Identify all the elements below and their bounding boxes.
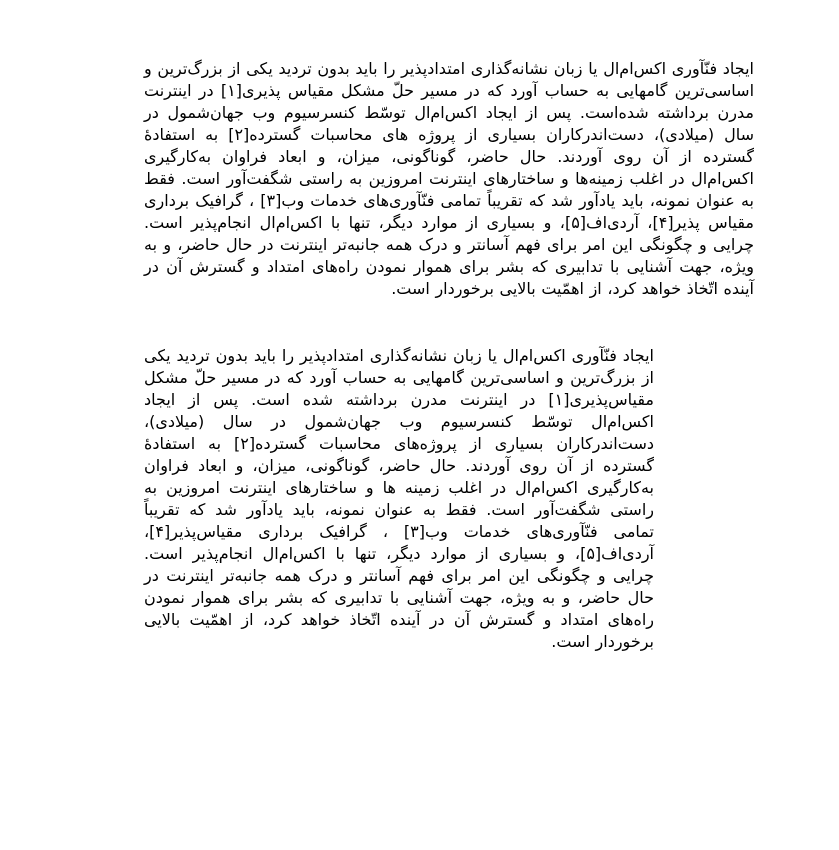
paragraph-1: ایجاد فنّآوری اکس‌ام‌ال یا زبان نشانه‌گذاری امتدادپذیر را باید بدون تردید یکی از بزرگ‌ترین و اساسی‌ترین گامهایی به حساب آورد که در مسیر حلّ مشکل مقیاس پذیری[۱] در اینترنت مدرن برداشته شده‌است. پس از ایجاد اکس‌ام‌ال توسّط کنسرسیوم وب جهان‌شمول در سال (میلادی)، دست‌اندرکاران بسیاری از پروژه های محاسبات گسترده[۲] به استفادهٔ گسترده از آن روی آوردند. حال حاضر، گوناگونی، میزان، و ابعاد فراوان به‌کارگیری اکس‌ام‌ال در اغلب زمینه‌ها و ساختارهای اینترنت امروزین به راستی شگفت‌آور است. فقط به عنوان نمونه، باید یادآور شد که تقریباً تمامی فنّآوری‌های خدمات وب[۳] ، گرافیک برداری مقیاس پذیر[۴]، آردی‌اف[۵]، و بسیاری از موارد دیگر، تنها با اکس‌ام‌ال انجام‌پذیر است. چرایی و چگونگی این امر برای فهم آسانتر و درک همه جانبه‌تر اینترنت در حال حاضر، و به ویژه، جهت آشنایی با تدابیری که بشر برای هموار نمودن راه‌های امتداد و گسترش آن در آینده اتّخاذ خواهد کرد، از اهمّیت بالایی برخوردار است. [144,59,755,298]
paragraph-2: ایجاد فنّآوری اکس‌ام‌ال یا زبان نشانه‌گذاری امتدادپذیر را باید بدون تردید یکی از بزرگ‌ترین و اساسی‌ترین گامهایی به حساب آورد که در مسیر حلّ مشکل مقیاس‌پذیری[۱] در اینترنت مدرن برداشته شده است. پس از ایجاد اکس‌ام‌ال توسّط کنسرسیوم وب جهان‌شمول در سال (میلادی)، دست‌اندرکاران بسیاری از پروژه‌های محاسبات گسترده[۲] به استفادهٔ گسترده از آن روی آوردند. حال حاضر، گوناگونی، میزان، و ابعاد فراوان به‌کارگیری اکس‌ام‌ال در اغلب زمینه ها و ساختارهای اینترنت امروزین به راستی شگفت‌آور است. فقط به عنوان نمونه، باید یادآور شد که تقریباً تمامی فنّآوری‌های خدمات وب[۳] ، گرافیک برداری مقیاس‌پذیر[۴]، آردی‌اف[۵]، و بسیاری از موارد دیگر، تنها با اکس‌ام‌ال انجام‌پذیر است. چرایی و چگونگی این امر برای فهم آسانتر و درک همه جانبه‌تر اینترنت در حال حاضر، و به ویژه، جهت آشنایی با تدابیری که بشر برای هموار نمودن راه‌های امتداد و گسترش آن در آینده اتّخاذ خواهد کرد، از اهمّیت بالایی برخوردار است. [144,346,655,651]
